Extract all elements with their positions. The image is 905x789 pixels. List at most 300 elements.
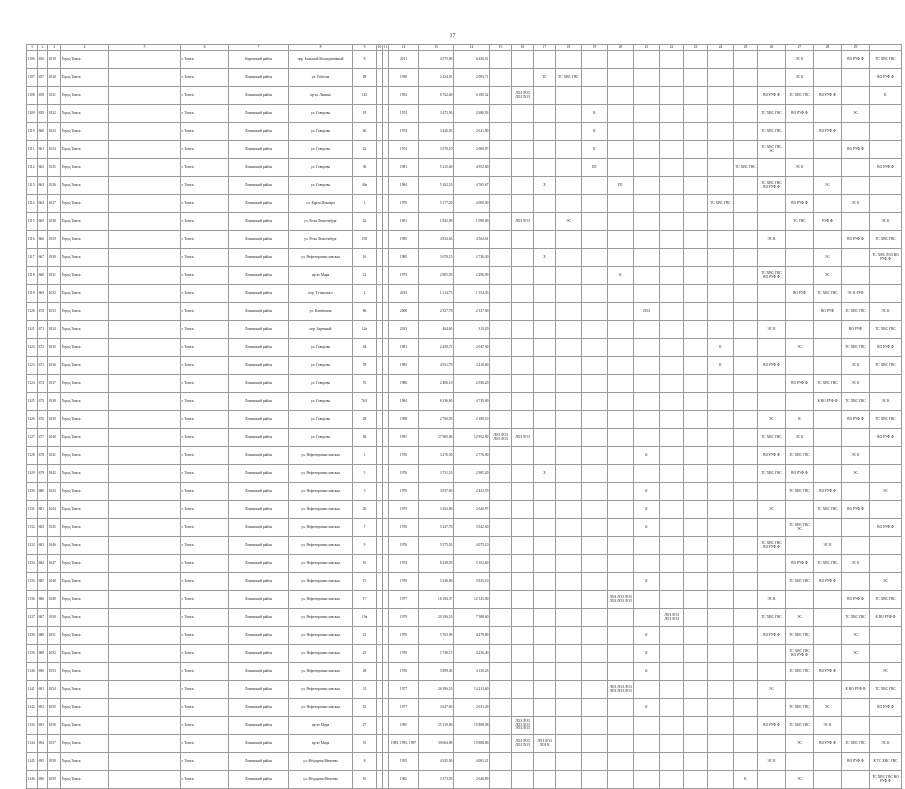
table-cell: 84 (353, 429, 377, 447)
table-cell (684, 303, 708, 321)
table-cell: ТС ХВС ГВС (842, 609, 870, 627)
table-cell: ВО РУФ Ф (786, 105, 814, 123)
table-cell: 1981 (389, 339, 419, 357)
table-cell (634, 321, 660, 339)
table-cell (870, 645, 902, 663)
table-cell: 4 834,63 (419, 231, 454, 249)
table-cell: Кировский район (229, 51, 289, 69)
table-cell: 1137 (27, 609, 38, 627)
table-cell (608, 699, 634, 717)
table-cell: 684 (38, 555, 48, 573)
table-cell: 31 (353, 735, 377, 753)
table-cell: ЭС (842, 645, 870, 663)
table-cell (814, 681, 842, 699)
table-cell (534, 375, 556, 393)
table-cell: 5 163,60 (454, 555, 490, 573)
table-cell: ТС ХВС ГВС ВО РУФ Ф (786, 645, 814, 663)
table-cell: 12 335,00 (454, 591, 490, 609)
table-cell (556, 429, 582, 447)
table-cell: ВО РУФ Ф (842, 501, 870, 519)
table-cell: Город Томск (61, 609, 109, 627)
table-cell (534, 321, 556, 339)
table-cell: 12 213,60 (454, 681, 490, 699)
table-cell: Ленинский район (229, 627, 289, 645)
table-cell: ВО РУФ Ф (842, 411, 870, 429)
table-cell: г. Томск (181, 339, 229, 357)
table-cell (490, 483, 512, 501)
table-cell: ул. Нефтепромысловская (289, 627, 353, 645)
table-cell: 1109 (27, 105, 38, 123)
table-cell (734, 69, 758, 87)
table-cell: ТС ХВС ГВС (842, 339, 870, 357)
table-cell: 1141 (27, 681, 38, 699)
table-cell (708, 105, 734, 123)
table-cell (512, 321, 534, 339)
table-cell: 1023 (48, 123, 61, 141)
table-cell: г. Томск (181, 51, 229, 69)
table-cell (556, 627, 582, 645)
table-cell (582, 681, 608, 699)
table-cell (734, 447, 758, 465)
table-cell (109, 663, 181, 681)
table-cell: 2 760,50 (419, 411, 454, 429)
table-cell (758, 285, 786, 303)
table-row (27, 609, 902, 627)
table-cell: 26 396,10 (419, 681, 454, 699)
column-number-cell: 29 (842, 45, 870, 51)
table-cell (734, 555, 758, 573)
table-cell: ТС ГВС (786, 213, 814, 231)
table-cell: 3 363,80 (419, 501, 454, 519)
table-cell (634, 357, 660, 375)
table-cell (512, 375, 534, 393)
table-cell: 4 925,00 (419, 753, 454, 771)
table-cell (708, 69, 734, 87)
table-cell (660, 195, 684, 213)
table-cell: 1977 (389, 591, 419, 609)
table-cell (109, 627, 181, 645)
table-cell: 2 458,72 (419, 339, 454, 357)
table-cell (684, 591, 708, 609)
table-cell (734, 717, 758, 735)
table-cell: г. Томск (181, 393, 229, 411)
table-cell (490, 375, 512, 393)
table-cell (758, 393, 786, 411)
table-cell (490, 411, 512, 429)
table-cell: 6 238,50 (419, 555, 454, 573)
table-cell: 15 888,86 (454, 735, 490, 753)
table-cell: Город Томск (61, 357, 109, 375)
table-cell (608, 375, 634, 393)
table-cell (842, 717, 870, 735)
table-cell (684, 555, 708, 573)
table-cell (582, 285, 608, 303)
table-cell: 5 177,20 (419, 195, 454, 213)
table-cell: К ВО РУФ Ф (842, 681, 870, 699)
table-cell: 2 985,20 (454, 465, 490, 483)
table-cell: 1108 (27, 87, 38, 105)
table-cell (660, 339, 684, 357)
table-cell (870, 717, 902, 735)
table-cell (660, 303, 684, 321)
table-cell (786, 141, 814, 159)
table-cell: г. Томск (181, 681, 229, 699)
table-cell: Город Томск (61, 69, 109, 87)
table-cell (512, 555, 534, 573)
table-cell (786, 591, 814, 609)
table-cell (660, 357, 684, 375)
table-cell: Город Томск (61, 573, 109, 591)
table-cell: 686 (38, 591, 48, 609)
table-cell (582, 375, 608, 393)
table-row (27, 699, 902, 717)
table-cell (608, 231, 634, 249)
table-cell: Ленинский район (229, 519, 289, 537)
table-cell: 1 (353, 195, 377, 213)
table-cell (556, 519, 582, 537)
table-cell: 4 130,23 (454, 663, 490, 681)
table-cell (490, 591, 512, 609)
table-cell (512, 447, 534, 465)
table-cell (708, 681, 734, 699)
table-cell (608, 123, 634, 141)
table-cell (660, 51, 684, 69)
table-row (27, 51, 902, 69)
table-cell: 4 279,00 (454, 627, 490, 645)
table-cell: ТС ХВС ГВС ВО РУФ Ф (758, 177, 786, 195)
table-cell (534, 645, 556, 663)
table-cell: Ленинский район (229, 249, 289, 267)
table-cell (490, 663, 512, 681)
table-cell (684, 717, 708, 735)
table-cell (842, 69, 870, 87)
table-cell: 1115 (27, 213, 38, 231)
table-cell: 1048 (48, 573, 61, 591)
table-cell: ТС ХВС ГВС (758, 465, 786, 483)
table-cell: г. Томск (181, 429, 229, 447)
table-cell: 1 314,73 (419, 285, 454, 303)
table-cell: ТС ХВС ГВС (786, 663, 814, 681)
table-cell (582, 573, 608, 591)
table-cell (608, 429, 634, 447)
table-cell (608, 213, 634, 231)
table-cell: 1110 (27, 123, 38, 141)
table-cell (534, 285, 556, 303)
table-cell (109, 303, 181, 321)
table-cell: 1021 (48, 87, 61, 105)
table-cell: Город Томск (61, 447, 109, 465)
table-row (27, 717, 902, 735)
table-cell: 1985, 1993, 1997 (389, 735, 419, 753)
table-cell (758, 375, 786, 393)
table-cell (786, 267, 814, 285)
table-cell (660, 177, 684, 195)
table-cell: 1037 (48, 375, 61, 393)
table-cell: Город Томск (61, 555, 109, 573)
table-cell: 5 (353, 483, 377, 501)
table-cell: 1120 (27, 303, 38, 321)
column-number-cell: 25 (734, 45, 758, 51)
table-cell (734, 195, 758, 213)
table-cell (814, 51, 842, 69)
table-cell: 1121 (27, 321, 38, 339)
table-cell (109, 519, 181, 537)
table-cell (109, 159, 181, 177)
table-cell: ул. Нефтепромысловская (289, 609, 353, 627)
table-cell (684, 141, 708, 159)
table-row (27, 321, 902, 339)
table-cell: К (634, 501, 660, 519)
table-cell (608, 483, 634, 501)
table-cell: 1041 (48, 447, 61, 465)
table-cell (708, 627, 734, 645)
table-cell (708, 555, 734, 573)
table-cell (660, 105, 684, 123)
table-row (27, 87, 902, 105)
table-cell: ул. Нефтепромысловская (289, 465, 353, 483)
table-cell: 1020 (48, 69, 61, 87)
column-number-cell: 10 (377, 44, 382, 49)
table-cell (708, 663, 734, 681)
table-cell: 695 (38, 753, 48, 771)
table-cell (842, 771, 870, 789)
table-cell: ул. Говорова (289, 357, 353, 375)
table-cell (534, 717, 556, 735)
table-cell: ТС ХВС ГВС (786, 717, 814, 735)
table-cell (490, 231, 512, 249)
table-cell (870, 141, 902, 159)
table-cell (109, 753, 181, 771)
table-cell: г. Томск (181, 447, 229, 465)
table-cell: ул. Нефтепромысловская (289, 591, 353, 609)
table-cell (109, 375, 181, 393)
table-cell (842, 483, 870, 501)
table-cell (734, 357, 758, 375)
table-cell (814, 357, 842, 375)
table-cell: г. Томск (181, 663, 229, 681)
table-cell: 30 664,80 (419, 735, 454, 753)
table-cell: 664 (38, 195, 48, 213)
table-cell (734, 429, 758, 447)
table-cell (786, 177, 814, 195)
table-cell: 1127 (27, 429, 38, 447)
table-cell: Ленинский район (229, 267, 289, 285)
table-cell (109, 285, 181, 303)
table-cell: 694 (38, 735, 48, 753)
table-cell (608, 717, 634, 735)
table-cell (608, 411, 634, 429)
table-cell: ЭС К (786, 159, 814, 177)
table-cell: 670 (38, 303, 48, 321)
table-cell (512, 501, 534, 519)
column-number-cell: 3 (48, 45, 61, 51)
table-cell (660, 753, 684, 771)
table-cell (870, 555, 902, 573)
table-row (27, 357, 902, 375)
table-cell (608, 501, 634, 519)
table-cell (684, 465, 708, 483)
table-cell: 1031 (48, 267, 61, 285)
table-cell: Город Томск (61, 501, 109, 519)
table-row (27, 411, 902, 429)
table-cell (684, 231, 708, 249)
table-cell: ЭС (842, 105, 870, 123)
column-number-cell: 17 (534, 45, 556, 51)
table-cell: ТС ХВС ГВС (870, 321, 902, 339)
table-cell: ТС ХВС ГВС ВО РУФ Ф (758, 267, 786, 285)
table-cell: 1995 (389, 717, 419, 735)
table-cell: ЭС (758, 501, 786, 519)
table-cell: 28 (353, 411, 377, 429)
table-cell: ул. Нефтепромысловская (289, 573, 353, 591)
table-cell: 76 (353, 375, 377, 393)
column-number-cell: 8 (289, 45, 353, 51)
table-cell (608, 519, 634, 537)
table-cell (534, 555, 556, 573)
table-cell: г. Томск (181, 591, 229, 609)
table-cell (490, 123, 512, 141)
table-cell (634, 609, 660, 627)
table-cell (556, 285, 582, 303)
table-cell (734, 177, 758, 195)
table-cell: 674 (38, 375, 48, 393)
table-cell (708, 429, 734, 447)
table-cell: 7 588,60 (454, 609, 490, 627)
table-cell: ЭС (870, 663, 902, 681)
table-cell: 662 (38, 159, 48, 177)
table-cell: ул. Говорова (289, 141, 353, 159)
table-cell: 1139 (27, 645, 38, 663)
table-cell: 5 899,45 (419, 663, 454, 681)
table-cell: 10 (353, 771, 377, 789)
table-cell: 2013 (389, 285, 419, 303)
table-cell: г. Томск (181, 231, 229, 249)
table-cell: ЭС (758, 411, 786, 429)
table-cell (842, 519, 870, 537)
table-cell: ВО РУФ Ф (814, 663, 842, 681)
table-cell (842, 159, 870, 177)
table-cell: 25 139,80 (419, 717, 454, 735)
table-cell (556, 357, 582, 375)
table-cell (534, 51, 556, 69)
table-cell: 4 000,00 (454, 195, 490, 213)
table-cell: ЭС К (814, 717, 842, 735)
table-cell (684, 663, 708, 681)
table-cell (684, 645, 708, 663)
table-cell (608, 447, 634, 465)
table-row (27, 591, 902, 609)
table-cell (582, 213, 608, 231)
table-cell (512, 267, 534, 285)
table-cell: Ленинский район (229, 483, 289, 501)
table-cell (814, 645, 842, 663)
table-cell (490, 519, 512, 537)
table-cell (582, 249, 608, 267)
table-row (27, 573, 902, 591)
table-cell (582, 231, 608, 249)
table-cell (534, 681, 556, 699)
table-cell: ЭС (814, 177, 842, 195)
table-cell: 682 (38, 519, 48, 537)
table-cell (534, 231, 556, 249)
table-cell: 659 (38, 105, 48, 123)
table-cell: 1975 (389, 267, 419, 285)
table-cell: 1144 (27, 735, 38, 753)
table-cell: 1056 (48, 717, 61, 735)
table-cell: 2 036,20 (454, 375, 490, 393)
table-cell: 1977 (389, 681, 419, 699)
table-cell (708, 249, 734, 267)
table-cell (556, 501, 582, 519)
table-cell: 688 (38, 627, 48, 645)
table-cell: 86 (353, 303, 377, 321)
column-number-cell: 20 (608, 45, 634, 51)
table-cell: Х (534, 465, 556, 483)
table-cell (708, 699, 734, 717)
table-cell (708, 141, 734, 159)
table-cell: ВО РУФ Ф (814, 483, 842, 501)
table-cell: Город Томск (61, 87, 109, 105)
table-cell (814, 609, 842, 627)
table-cell: ВО РУФ Ф (786, 195, 814, 213)
table-cell: Город Томск (61, 195, 109, 213)
table-cell: 1976 (389, 195, 419, 213)
table-cell (660, 213, 684, 231)
table-cell: г. Томск (181, 303, 229, 321)
table-cell: 681 (38, 501, 48, 519)
table-cell: ул. Рабочая (289, 69, 353, 87)
table-cell: 4 081,21 (454, 753, 490, 771)
table-cell: ТС ХВС ГВС (786, 447, 814, 465)
table-cell (634, 249, 660, 267)
table-cell (734, 663, 758, 681)
table-cell (512, 69, 534, 87)
table-cell: Ленинский район (229, 447, 289, 465)
table-cell: 672 (38, 339, 48, 357)
table-cell: г. Томск (181, 771, 229, 789)
table-cell: г. Томск (181, 699, 229, 717)
table-cell (684, 159, 708, 177)
table-cell: Ленинский район (229, 591, 289, 609)
table-cell: ЭС (786, 735, 814, 753)
table-cell (734, 519, 758, 537)
table-cell: ТС ХВС ГВС (870, 681, 902, 699)
table-cell: Х (534, 177, 556, 195)
table-cell (734, 213, 758, 231)
table-cell: 696 (38, 771, 48, 789)
table-cell: 692 (38, 699, 48, 717)
table-cell: 666 (38, 231, 48, 249)
table-cell (870, 105, 902, 123)
table-cell (758, 303, 786, 321)
table-cell: 1117 (27, 249, 38, 267)
table-cell (634, 735, 660, 753)
table-cell (734, 303, 758, 321)
table-cell: пер. Большой Кооперативный (289, 51, 353, 69)
table-cell (490, 195, 512, 213)
table-cell: г. Томск (181, 627, 229, 645)
column-number-cell: 2 (38, 45, 48, 51)
table-row (27, 123, 902, 141)
table-cell: 313,20 (454, 321, 490, 339)
table-cell (660, 123, 684, 141)
table-cell (634, 537, 660, 555)
table-cell (608, 465, 634, 483)
table-cell (734, 141, 758, 159)
table-cell (734, 645, 758, 663)
table-cell: Город Томск (61, 717, 109, 735)
table-cell: 1027 (48, 195, 61, 213)
